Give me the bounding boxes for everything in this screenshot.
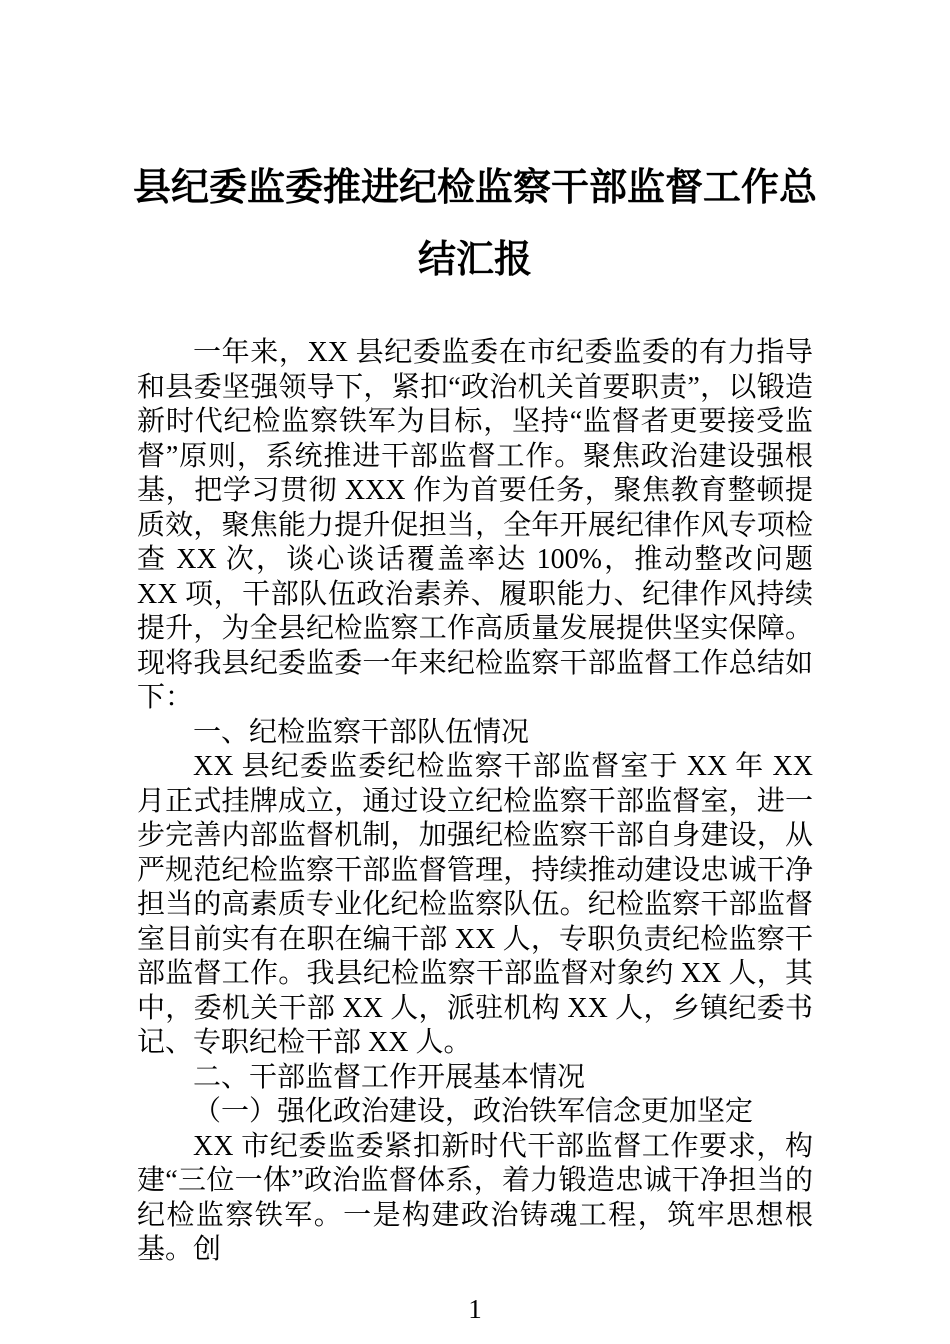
- section-heading-2: 二、干部监督工作开展基本情况: [193, 1061, 586, 1093]
- document-body: [137, 336, 813, 1268]
- document-title: 县纪委监委推进纪检监察干部监督工作总结汇报: [132, 167, 817, 281]
- paragraph-political-building: XX 市纪委监委紧扣新时代干部监督工作要求，构建“三位一体”政治监督体系，着力锻造忠诚干净担当的纪检监察铁军。一是构建政治铸魂工程，筑牢思想根基。创: [137, 1130, 813, 1265]
- paragraph-intro: 一年来，XX 县纪委监委在市纪委监委的有力指导和县委坚强领导下，紧扣“政治机关首要职责”，以锻造新时代纪检监察铁军为目标，坚持“监督者更要接受监督”原则，系统推进干部监督工作。聚焦政治建设强根基，把学习贯彻 XXX 作为首要任务，聚焦教育整顿提质效，聚焦能力提升促担当，全年开展纪律作风专项检查 XX 次，谈心谈话覆盖率达 100%，推动整改问题 XX 项，干部队伍政治素养、履职能力、纪律作风持续提升，为全县纪检监察工作高质量发展提供坚实保障。现将我县纪委监委一年来纪检监察干部监督工作总结如下：: [137, 337, 813, 713]
- paragraph-team-overview: XX 县纪委监委纪检监察干部监督室于 XX 年 XX 月正式挂牌成立，通过设立纪检监察干部监督室，进一步完善内部监督机制，加强纪检监察干部自身建设，从严规范纪检监察干部监督管理，持续推动建设忠诚干净担当的高素质专业化纪检监察队伍。纪检监察干部监督室目前实有在职在编干部 XX 人，专职负责纪检监察干部监督工作。我县纪检监察干部监督对象约 XX 人，其中，委机关干部 XX 人，派驻机构 XX 人，乡镇纪委书记、专职纪检干部 XX 人。: [137, 751, 813, 1058]
- subsection-heading-2-1: （一）强化政治建设，政治铁军信念更加坚定: [193, 1096, 754, 1127]
- page-number: 1: [468, 1293, 482, 1324]
- section-heading-1: 一、纪检监察干部队伍情况: [193, 716, 530, 748]
